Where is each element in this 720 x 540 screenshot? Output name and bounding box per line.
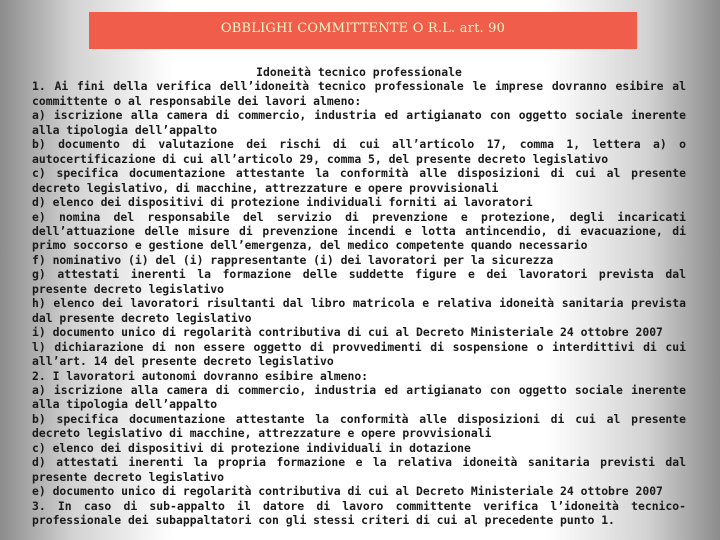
paragraph-2: 2. I lavoratori autonomi dovranno esibire almeno: [32, 368, 369, 383]
paragraph-1g: g) attestati inerenti la formazione delle suddette figure e dei lavoratori prevista dal presente decreto legislativo [32, 267, 686, 296]
paragraph-1i: i) documento unico di regolarità contributiva di cui al Decreto Ministeriale 24 ottobre 2007 [32, 325, 663, 340]
paragraph-1f: f) nominativo (i) del (i) rappresentante (i) dei lavoratori per la sicurezza [32, 252, 554, 267]
paragraph-1c: c) specifica documentazione attestante la conformità alle disposizioni di cui al presente decreto legislativo, di macchine, attrezzature e opere provvisionali [32, 166, 686, 195]
paragraph-1a: a) iscrizione alla camera di commercio, industria ed artigianato con oggetto sociale inerente alla tipologia dell’appalto [32, 108, 686, 137]
paragraph-2e: e) documento unico di regolarità contributiva di cui al Decreto Ministeriale 24 ottobre 2007 [32, 484, 663, 499]
paragraph-1b: b) documento di valutazione dei rischi di cui all’articolo 17, comma 1, lettera a) o autocertificazione di cui all’articolo 29, comma 5, del presente decreto legislativo [32, 137, 686, 166]
paragraph-2c: c) elenco dei dispositivi di protezione individuali in dotazione [32, 440, 471, 455]
paragraph-2a: a) iscrizione alla camera di commercio, industria ed artigianato con oggetto sociale inerente alla tipologia dell’appalto [32, 382, 686, 412]
paragraph-1e: e) nomina del responsabile del servizio di prevenzione e protezione, degli incaricati dell’attuazione delle misure di prevenzione incendi e lotta antincendio, di evacuazione, di primo soccorso e gestione dell’emergenza, del medico competente quando necessario [32, 209, 686, 253]
paragraph-2d: d) attestati inerenti la propria formazione e la relativa idoneità sanitaria previsti dal presente decreto legislativo [32, 455, 686, 484]
paragraph-1l: l) dichiarazione di non essere oggetto di provvedimenti di sospensione o interdittivi di cui all’art. 14 del presente decreto legislativo [32, 339, 686, 369]
paragraph-1d: d) elenco dei dispositivi di protezione individuali forniti ai lavoratori [32, 195, 533, 210]
title-banner [89, 12, 637, 49]
paragraph-1h: h) elenco dei lavoratori risultanti dal libro matricola e relativa idoneità sanitaria prevista dal presente decreto legislativo [32, 296, 686, 325]
paragraph-2b: b) specifica documentazione attestante la conformità alle disposizioni di cui al presente decreto legislativo di macchine, attrezzature e opere provvisionali [32, 411, 686, 441]
slide-title: OBBLIGHI COMMITTENTE O R.L. art. 90 [220, 21, 506, 36]
paragraph-1: 1. Ai fini della verifica dell’idoneità tecnico professionale le imprese dovranno esibire al committente o al responsabile dei lavori almeno: [32, 79, 686, 108]
section-heading: Idoneità tecnico professionale [256, 65, 462, 79]
slide-body [32, 65, 686, 528]
paragraph-3: 3. In caso di sub-appalto il datore di lavoro committente verifica l’idoneità tecnico-professionale dei subappaltatori con gli stessi criteri di cui al precedente punto 1. [32, 498, 686, 528]
